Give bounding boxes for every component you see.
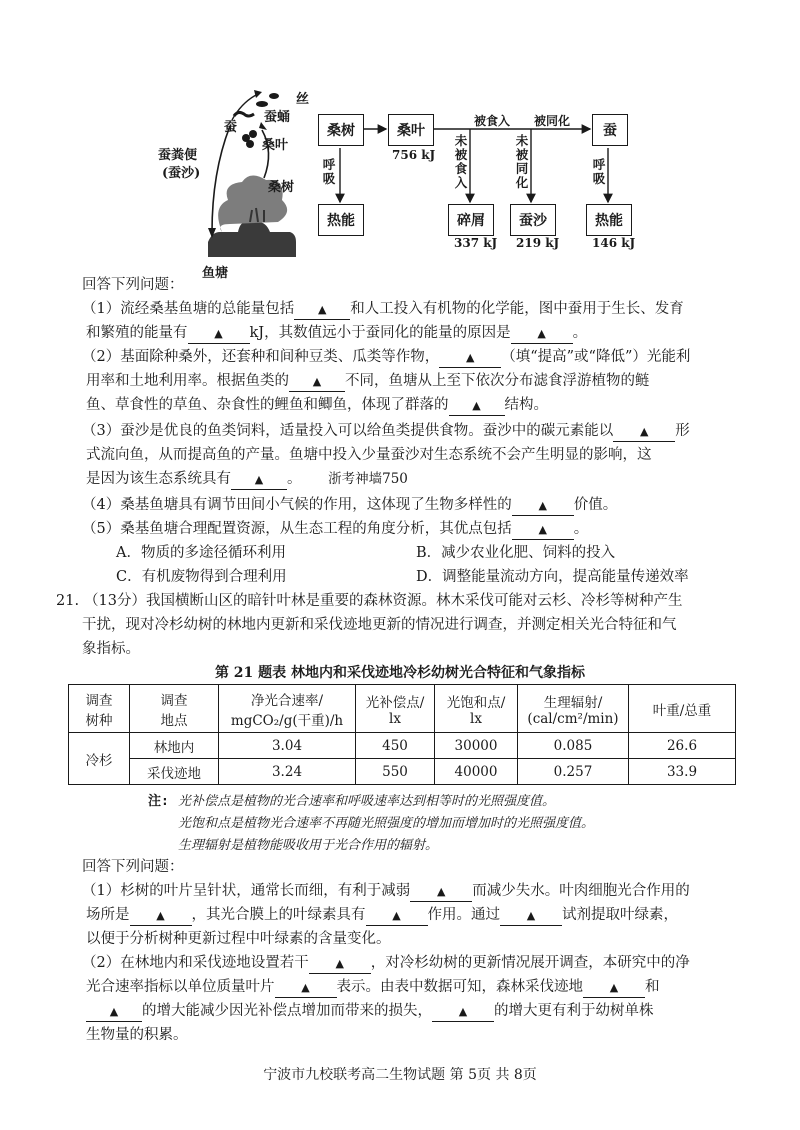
table-row [69, 759, 736, 785]
answer-blank[interactable]: ▲ [130, 906, 192, 926]
table-title: 第 21 题表 林地内和采伐迹地冷杉幼树光合特征和气象指标 [214, 665, 586, 681]
q20-option-a: A．物质的多途径循环利用 [116, 545, 286, 561]
q21-intro: 回答下列问题： [82, 859, 184, 875]
box-silkworm: 蚕 [592, 114, 628, 146]
label-pupa: 蚕蛹 [264, 110, 291, 125]
value-heat-energy: 146 kJ [592, 236, 636, 250]
q20-p2-line1: （2）基面除种桑外，还套种和间种豆类、瓜类等作物， ▲ （填“提高”或“降低”）光能利 [82, 346, 690, 370]
label-silkworm-feces: 蚕粪便 [158, 148, 198, 163]
header-location: 调查 地点 [130, 685, 219, 733]
header-leaf-ratio: 叶重/总重 [629, 685, 736, 733]
answer-blank[interactable]: ▲ [410, 882, 472, 902]
answer-blank[interactable]: ▲ [512, 520, 574, 540]
edge-label-ingested: 被食入 [474, 114, 511, 128]
answer-blank[interactable]: ▲ [188, 324, 250, 344]
table-note-1: 光补偿点是植物的光合速率和呼吸速率达到相等时的光照强度值。 [178, 794, 556, 809]
q20-p1-line2: 和繁殖的能量有 ▲ kJ，其数值远小于蚕同化的能量的原因是 ▲ 。 [86, 322, 587, 346]
table-row [69, 733, 736, 759]
q21-p1-line1: （1）杉树的叶片呈针状，通常长而细，有利于减弱 ▲ 而减少失水。叶肉细胞光合作用的 [82, 880, 690, 904]
answer-blank[interactable]: ▲ [583, 978, 645, 998]
q20-p3-line2: 式流向鱼，从而提高鱼的产量。鱼塘中投入少量蚕沙对生态系统不会产生明显的影响，这 [86, 447, 652, 463]
vlabel-not-assimilated: 未被同化 [515, 133, 529, 190]
q20-p3-line3: 是因为该生态系统具有 ▲ 。 浙考神墙750 [86, 468, 408, 492]
energy-flow-diagram [318, 110, 648, 260]
photosynthesis-table [68, 684, 736, 785]
header-saturation-point: 光饱和点/ lx [435, 685, 518, 733]
q20-option-b: B．减少农业化肥、饲料的投入 [416, 545, 616, 561]
q20-p5: （5）桑基鱼塘合理配置资源，从生态工程的角度分析，其优点包括 ▲ 。 [82, 518, 588, 542]
label-silkworm-sand: (蚕沙) [162, 166, 201, 181]
q20-p2-line3: 鱼、草食性的草鱼、杂食性的鲤鱼和鲫鱼，体现了群落的 ▲ 结构。 [86, 394, 548, 418]
vlabel-not-ingested: 未被食入 [454, 133, 468, 190]
answer-blank[interactable]: ▲ [294, 300, 350, 320]
edge-label-assimilated: 被同化 [534, 114, 571, 128]
answer-blank[interactable]: ▲ [86, 1002, 142, 1022]
label-fishpond: 鱼塘 [202, 266, 229, 281]
cell-radiation: 0.257 [518, 759, 629, 785]
box-silkworm-sand: 蚕沙 [510, 204, 556, 236]
q20-p3-line1: （3）蚕沙是优良的鱼类饲料，适量投入可以给鱼类提供食物。蚕沙中的碳元素能以 ▲ 形 [82, 420, 690, 444]
page-footer: 宁波市九校联考高二生物试题 第 5页 共 8页 [263, 1067, 537, 1083]
vlabel-respiration-right: 呼吸 [592, 157, 606, 186]
watermark-text: 浙考神墙750 [328, 471, 408, 487]
cell-net-rate: 3.04 [219, 733, 356, 759]
q21-p2-line4: 生物量的积累。 [86, 1027, 188, 1043]
cell-radiation: 0.085 [518, 733, 629, 759]
cell-leaf-ratio: 33.9 [629, 759, 736, 785]
q21-stem-line2: 干扰，现对冷杉幼树的林地内更新和采伐迹地更新的情况进行调查，并测定相关光合特征和气 [82, 617, 677, 633]
box-mulberry-leaf: 桑叶 [388, 114, 434, 146]
label-mulberry-leaf: 桑叶 [262, 138, 289, 153]
header-compensation-point: 光补偿点/ lx [356, 685, 435, 733]
q20-p4: （4）桑基鱼塘具有调节田间小气候的作用，这体现了生物多样性的 ▲ 价值。 [82, 494, 617, 518]
answer-blank[interactable]: ▲ [231, 470, 287, 490]
value-debris-energy: 337 kJ [454, 236, 498, 250]
cell-location: 林地内 [130, 733, 219, 759]
q20-option-c: C．有机废物得到合理利用 [116, 569, 287, 585]
q21-p2-line1: （2）在林地内和采伐迹地设置若干 ▲ ，对冷杉幼树的更新情况展开调查，本研究中的净 [82, 952, 690, 976]
q21-p2-line2: 光合速率指标以单位质量叶片 ▲ 表示。由表中数据可知，森林采伐迹地 ▲ 和 [86, 976, 660, 1000]
answer-blank[interactable]: ▲ [289, 372, 345, 392]
box-debris: 碎屑 [448, 204, 494, 236]
mulberry-fishpond-illustration [150, 82, 320, 282]
q21-p2-line3: ▲ 的增大能减少因光补偿点增加而带来的损失， ▲ 的增大更有利于幼树单株 [86, 1000, 654, 1024]
q21-number: 21. [56, 593, 80, 609]
cell-leaf-ratio: 26.6 [629, 733, 736, 759]
answer-blank[interactable]: ▲ [613, 422, 675, 442]
q21-stem-line1: （13分）我国横断山区的暗针叶林是重要的森林资源。林木采伐可能对云杉、冷杉等树种产生 [84, 593, 683, 609]
answer-blank[interactable]: ▲ [309, 954, 371, 974]
vlabel-respiration-left: 呼吸 [322, 157, 336, 186]
label-mulberry-tree: 桑树 [268, 180, 295, 195]
cell-saturation: 30000 [435, 733, 518, 759]
header-species: 调查 树种 [69, 685, 130, 733]
q20-p2-line2: 用率和土地利用率。根据鱼类的 ▲ 不同，鱼塘从上至下依次分布滤食浮游植物的鲢 [86, 370, 650, 394]
q21-p1-line2: 场所是 ▲ ，其光合膜上的叶绿素具有 ▲ 作用。通过 ▲ 试剂提取叶绿素， [86, 904, 678, 928]
answer-blank[interactable]: ▲ [500, 906, 562, 926]
box-mulberry-tree: 桑树 [318, 114, 364, 146]
answer-blank[interactable]: ▲ [449, 396, 505, 416]
cell-compensation: 550 [356, 759, 435, 785]
table-note-2: 光饱和点是植物光合速率不再随光照强度的增加而增加时的光照强度值。 [178, 816, 595, 831]
value-leaf-energy: 756 kJ [392, 148, 436, 162]
q20-intro: 回答下列问题： [82, 277, 184, 293]
header-radiation: 生理辐射/ (cal/cm²/min) [518, 685, 629, 733]
q20-p1-line1: （1）流经桑基鱼塘的总能量包括 ▲ 和人工投入有机物的化学能，图中蚕用于生长、发育 [82, 298, 684, 322]
cell-species: 冷杉 [69, 733, 130, 785]
label-silkworm: 蚕 [224, 120, 238, 135]
label-silk: 丝 [296, 92, 310, 107]
illustration-drawing [150, 82, 320, 282]
box-heat-right: 热能 [586, 204, 632, 236]
table-note-label: 注: [148, 794, 169, 809]
q21-p1-line3: 以便于分析树种更新过程中叶绿素的含量变化。 [86, 931, 391, 947]
cell-net-rate: 3.24 [219, 759, 356, 785]
answer-blank[interactable]: ▲ [275, 978, 337, 998]
q20-option-d: D．调整能量流动方向，提高能量传递效率 [416, 569, 689, 585]
cell-saturation: 40000 [435, 759, 518, 785]
answer-blank[interactable]: ▲ [512, 496, 574, 516]
answer-blank[interactable]: ▲ [366, 906, 428, 926]
answer-blank[interactable]: ▲ [439, 348, 501, 368]
table-note-3: 生理辐射是植物能吸收用于光合作用的辐射。 [178, 838, 439, 853]
answer-blank[interactable]: ▲ [432, 1002, 494, 1022]
q21-stem-line3: 象指标。 [82, 641, 140, 657]
header-net-rate: 净光合速率/ mgCO₂/g(干重)/h [219, 685, 356, 733]
cell-location: 采伐迹地 [130, 759, 219, 785]
answer-blank[interactable]: ▲ [511, 324, 573, 344]
box-heat-left: 热能 [318, 204, 364, 236]
value-sand-energy: 219 kJ [516, 236, 560, 250]
cell-compensation: 450 [356, 733, 435, 759]
